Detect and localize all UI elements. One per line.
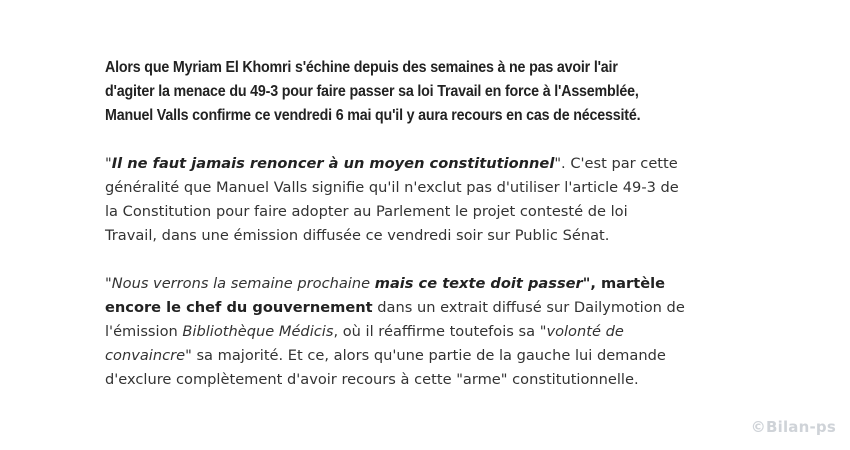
paragraph-2-line-4-rest: " sa majorité. Et ce, alors qu'une partie de la gauche lui demande <box>185 347 666 364</box>
emission-title: Bibliothèque Médicis <box>182 323 334 340</box>
lead-line-2: d'agiter la menace du 49-3 pour faire passer sa loi Travail en force à l'Assemblée, <box>105 83 639 100</box>
paragraph-2-line-4-italic: convaincre <box>105 347 186 364</box>
quote-open: " <box>105 155 112 172</box>
article-body <box>105 56 745 392</box>
paragraph-1-line-3: la Constitution pour faire adopter au Parlement le projet contesté de loi <box>105 203 628 220</box>
quote-italic: Nous verrons la semaine prochaine <box>111 275 375 292</box>
paragraph-1-line-1 <box>105 152 745 176</box>
article-lead <box>105 56 740 128</box>
paragraph-2-line-1 <box>105 272 745 296</box>
paragraph-2-line-4 <box>105 344 745 368</box>
paragraph-2-line-3-start: l'émission <box>105 323 183 340</box>
paragraph-2-line-2 <box>105 296 745 320</box>
chef-gouvernement: encore le chef du gouvernement <box>105 299 373 316</box>
paragraph-2-line-3 <box>105 320 745 344</box>
paragraph-1-line-4: Travail, dans une émission diffusée ce vendredi soir sur Public Sénat. <box>105 227 610 244</box>
watermark: ©Bilan-ps <box>750 418 836 436</box>
paragraph-2-line-3-mid: , où il réaffirme toutefois sa " <box>333 323 547 340</box>
paragraph-1 <box>105 152 745 248</box>
quote-close: ". C'est par cette <box>554 155 678 172</box>
paragraph-2-line-3-italic: volonté de <box>546 323 624 340</box>
quote-open-2: " <box>105 275 112 292</box>
lead-line-1: Alors que Myriam El Khomri s'échine depuis des semaines à ne pas avoir l'air <box>105 59 618 76</box>
lead-line-3: Manuel Valls confirme ce vendredi 6 mai qu'il y aura recours en cas de nécessité. <box>105 107 641 124</box>
quote-bold-italic: mais ce texte doit passer <box>374 275 583 292</box>
paragraph-2-line-2-rest: dans un extrait diffusé sur Dailymotion de <box>372 299 685 316</box>
valls-quote: Il ne faut jamais renoncer à un moyen constitutionnel <box>111 155 555 172</box>
paragraph-2-line-5: d'exclure complètement d'avoir recours à cette "arme" constitutionnelle. <box>105 371 639 388</box>
quote-bold-end: ", martèle <box>582 275 665 292</box>
paragraph-2 <box>105 272 745 392</box>
paragraph-1-line-2: généralité que Manuel Valls signifie qu'il n'exclut pas d'utiliser l'article 49-3 de <box>105 179 679 196</box>
